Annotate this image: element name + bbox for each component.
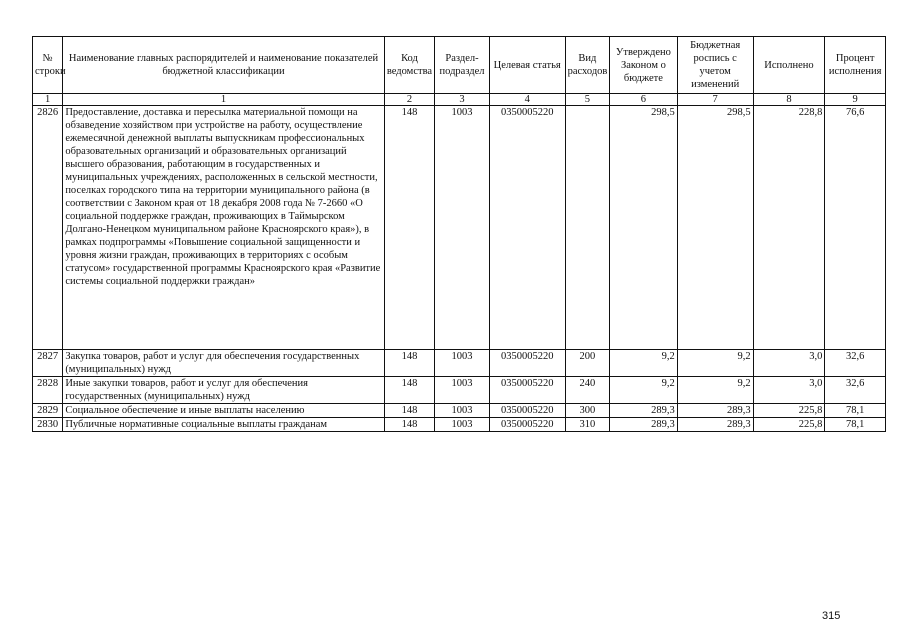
row-budget-schedule: 9,2 xyxy=(677,377,753,404)
row-budget-schedule: 9,2 xyxy=(677,350,753,377)
row-approved: 298,5 xyxy=(610,106,678,350)
row-executed: 228,8 xyxy=(753,106,825,350)
row-percent: 32,6 xyxy=(825,350,886,377)
column-number: 2 xyxy=(384,94,435,106)
table-row xyxy=(33,404,886,418)
header-approved: Утверждено Законом о бюджете xyxy=(610,37,678,94)
row-section: 1003 xyxy=(435,106,490,350)
row-number: 2826 xyxy=(33,106,63,350)
row-name: Предоставление, доставка и пересылка материальной помощи на обзаведение хозяйством при устройстве на работу, осуществление ежемесячной денежной выплаты выпускникам профессиональных образовательных организаций и образовательных организаций высшего образования, работающим в государственных и муниципальных учреждениях, расположенных в сельской местности, поселках городского типа на территории муниципального района (в соответствии с Законом края от 18 декабря 2008 года № 7-2660 «О социальной поддержке граждан, проживающих в Таймырском Долгано-Ненецком муниципальном районе Красноярского края»), в рамках подпрограммы «Повышение социальной защищенности и уровня жизни граждан, проживающих в территориях с особым статусом» государственной программы Красноярского края «Развитие системы социальной поддержки граждан» xyxy=(63,106,384,350)
row-target: 0350005220 xyxy=(489,418,565,432)
row-approved: 9,2 xyxy=(610,350,678,377)
row-budget-schedule: 298,5 xyxy=(677,106,753,350)
column-number: 7 xyxy=(677,94,753,106)
header-row-no: № строки xyxy=(33,37,63,94)
row-target: 0350005220 xyxy=(489,106,565,350)
column-number: 3 xyxy=(435,94,490,106)
column-number-row xyxy=(33,94,886,106)
header-executed: Исполнено xyxy=(753,37,825,94)
row-expense-type xyxy=(565,106,609,350)
row-section: 1003 xyxy=(435,377,490,404)
row-expense-type: 240 xyxy=(565,377,609,404)
column-number: 5 xyxy=(565,94,609,106)
column-number: 9 xyxy=(825,94,886,106)
row-expense-type: 200 xyxy=(565,350,609,377)
column-number: 1 xyxy=(63,94,384,106)
column-number: 1 xyxy=(33,94,63,106)
row-executed: 3,0 xyxy=(753,377,825,404)
row-dept-code: 148 xyxy=(384,377,435,404)
row-dept-code: 148 xyxy=(384,418,435,432)
row-expense-type: 310 xyxy=(565,418,609,432)
row-name: Социальное обеспечение и иные выплаты населению xyxy=(63,404,384,418)
table-row xyxy=(33,106,886,350)
row-percent: 78,1 xyxy=(825,404,886,418)
row-name: Закупка товаров, работ и услуг для обеспечения государственных (муниципальных) нужд xyxy=(63,350,384,377)
header-dept-code: Код ведомства xyxy=(384,37,435,94)
row-executed: 225,8 xyxy=(753,404,825,418)
row-name: Иные закупки товаров, работ и услуг для обеспечения государственных (муниципальных) нужд xyxy=(63,377,384,404)
row-percent: 78,1 xyxy=(825,418,886,432)
row-section: 1003 xyxy=(435,404,490,418)
table-row xyxy=(33,350,886,377)
row-dept-code: 148 xyxy=(384,404,435,418)
header-name: Наименование главных распорядителей и наименование показателей бюджетной классификации xyxy=(63,37,384,94)
row-budget-schedule: 289,3 xyxy=(677,404,753,418)
row-expense-type: 300 xyxy=(565,404,609,418)
row-number: 2828 xyxy=(33,377,63,404)
row-executed: 225,8 xyxy=(753,418,825,432)
header-percent: Процент исполнения xyxy=(825,37,886,94)
row-number: 2829 xyxy=(33,404,63,418)
row-dept-code: 148 xyxy=(384,106,435,350)
column-number: 4 xyxy=(489,94,565,106)
header-row xyxy=(33,37,886,94)
column-number: 8 xyxy=(753,94,825,106)
header-expense-type: Вид расходов xyxy=(565,37,609,94)
row-approved: 289,3 xyxy=(610,418,678,432)
row-number: 2830 xyxy=(33,418,63,432)
row-executed: 3,0 xyxy=(753,350,825,377)
row-section: 1003 xyxy=(435,418,490,432)
row-percent: 32,6 xyxy=(825,377,886,404)
table-row xyxy=(33,418,886,432)
table-row xyxy=(33,377,886,404)
row-section: 1003 xyxy=(435,350,490,377)
header-budget-schedule: Бюджетная роспись с учетом изменений xyxy=(677,37,753,94)
budget-table xyxy=(32,36,886,432)
row-target: 0350005220 xyxy=(489,350,565,377)
row-number: 2827 xyxy=(33,350,63,377)
row-target: 0350005220 xyxy=(489,377,565,404)
row-budget-schedule: 289,3 xyxy=(677,418,753,432)
header-section: Раздел-подраздел xyxy=(435,37,490,94)
row-dept-code: 148 xyxy=(384,350,435,377)
row-percent: 76,6 xyxy=(825,106,886,350)
row-target: 0350005220 xyxy=(489,404,565,418)
row-approved: 9,2 xyxy=(610,377,678,404)
page-number: 315 xyxy=(822,610,841,622)
row-approved: 289,3 xyxy=(610,404,678,418)
header-target: Целевая статья xyxy=(489,37,565,94)
row-name: Публичные нормативные социальные выплаты гражданам xyxy=(63,418,384,432)
column-number: 6 xyxy=(610,94,678,106)
